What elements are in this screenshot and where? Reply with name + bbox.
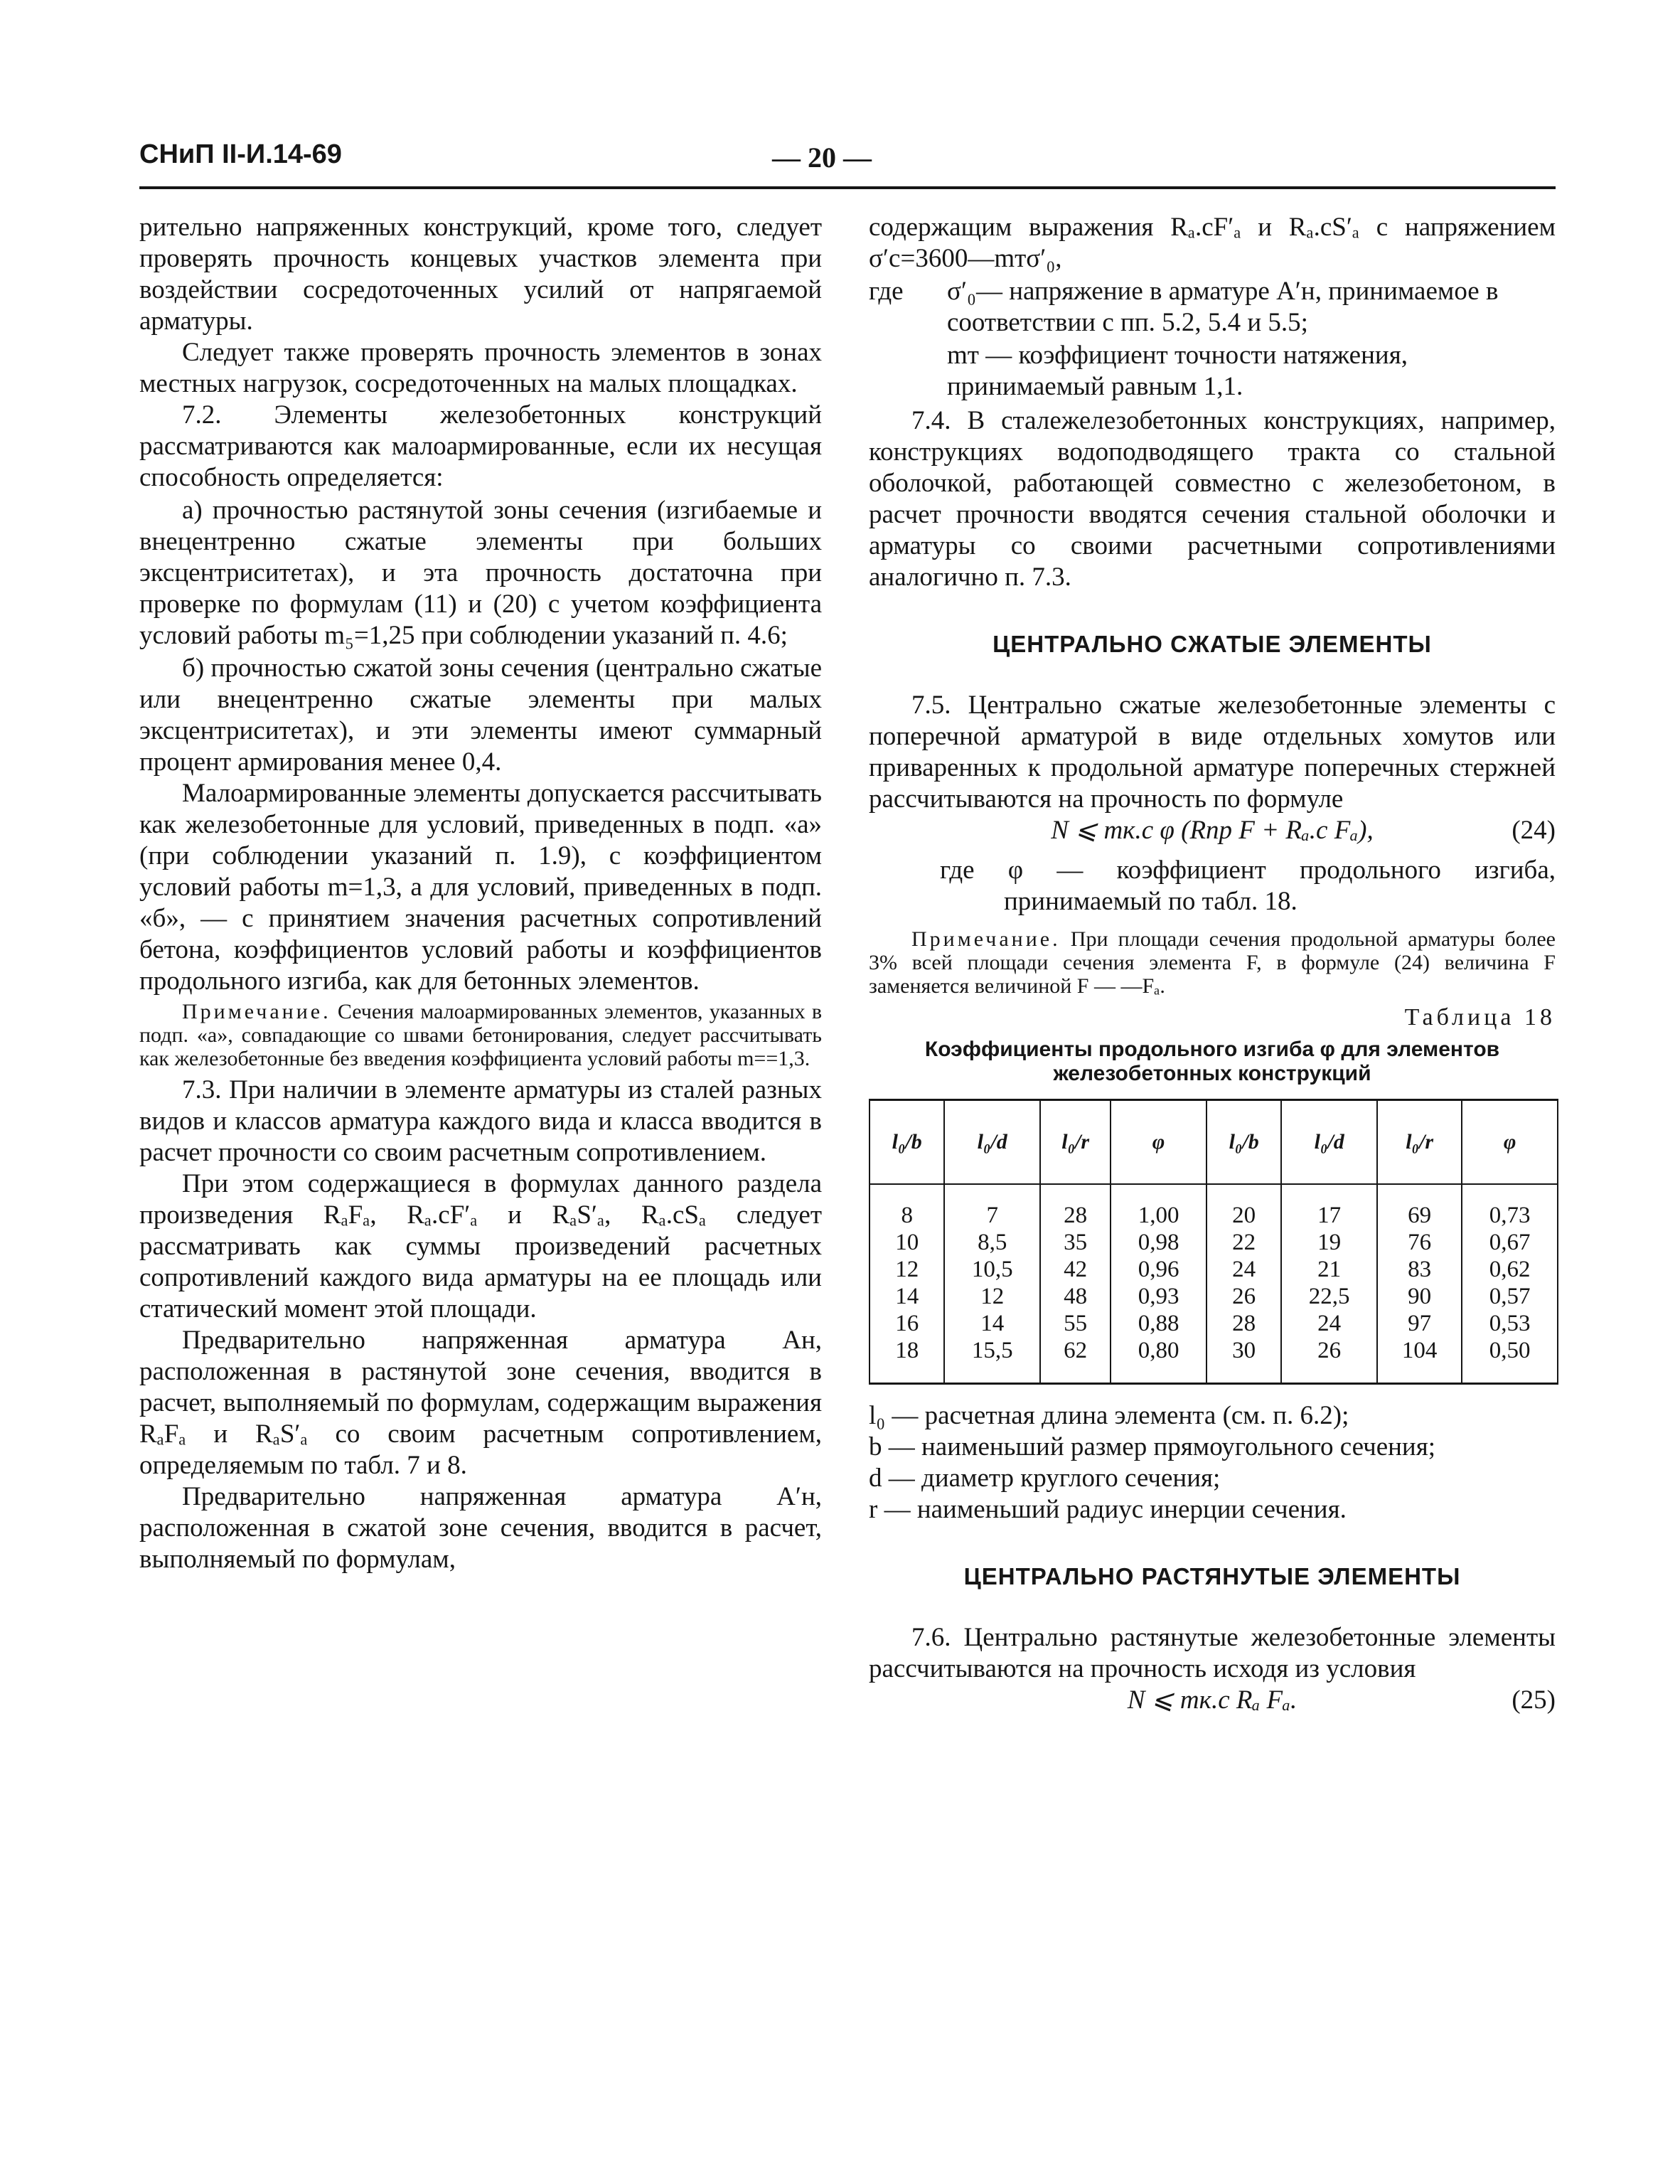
table-cell: 0,50 <box>1462 1337 1558 1384</box>
table-cell: 0,57 <box>1462 1283 1558 1310</box>
note-label: Примечание. <box>911 927 1061 951</box>
table-row <box>870 1229 1558 1256</box>
table-cell: 28 <box>1207 1310 1281 1337</box>
table-cell: 97 <box>1377 1310 1462 1337</box>
paragraph: Малоармированные элементы допускается рассчитывать как железобетонные для условий, приведенных в подп. «а» (при соблюдении указаний п. 1.9), с коэффициентом условий работы m=1,3, а для условий, приведенных в подп. «б», — с принятием значения расчетных сопротивлений бетона, коэффициентов условий работы и коэффициентов продольного изгиба, как для бетонных элементов. <box>139 779 822 996</box>
notation-list <box>869 1400 1556 1525</box>
table-row <box>870 1283 1558 1310</box>
table-cell: 42 <box>1040 1256 1111 1283</box>
list-item-b: б) прочностью сжатой зоны сечения (центрально сжатые или внецентренно сжатые элементы при малых эксцентриситетах), и эти элементы имеют суммарный процент армирования менее 0,4. <box>139 654 822 777</box>
paragraph: Предварительно напряженная арматура Aн, расположенная в растянутой зоне сечения, вводится в расчет, выполняемый по формулам, содержащим выражения RₐFₐ и RₐS′ₐ со своим расчетным сопротивлением, определяемым по табл. 7 и 8. <box>139 1326 822 1480</box>
table-header-cell: φ <box>1111 1100 1207 1185</box>
table-header-cell: l₀/r <box>1040 1100 1111 1185</box>
note <box>139 1000 822 1070</box>
table-cell: 0,88 <box>1111 1310 1207 1337</box>
formula-25 <box>869 1685 1556 1725</box>
table-cell: 24 <box>1281 1310 1377 1337</box>
section-7-2: 7.2. Элементы железобетонных конструкций рассматриваются как малоармированные, если их несущая способность определяется: <box>139 400 822 492</box>
table-cell: 90 <box>1377 1283 1462 1310</box>
table-cell: 28 <box>1040 1184 1111 1229</box>
note <box>869 927 1556 998</box>
table-cell: 0,53 <box>1462 1310 1558 1337</box>
where-definition: mт — коэффициент точности натяжения, принимаемый равным 1,1. <box>947 341 1408 401</box>
coefficient-table <box>869 1099 1558 1385</box>
table-cell: 76 <box>1377 1229 1462 1256</box>
table-cell: 0,67 <box>1462 1229 1558 1256</box>
page-number: — 20 — <box>772 142 872 174</box>
note-text: При площади сечения продольной арматуры более 3% всей площади сечения элемента F, в формуле (24) величина F заменяется величиной F — —Fₐ. <box>869 927 1556 998</box>
formula-number: (24) <box>1512 816 1556 845</box>
paragraph: содержащим выражения Rₐ.cF′ₐ и Rₐ.cS′ₐ с напряжением σ′c=3600—mтσ′₀, <box>869 213 1556 273</box>
table-cell: 12 <box>944 1283 1040 1310</box>
formula-number: (25) <box>1512 1685 1556 1715</box>
table-cell: 0,80 <box>1111 1337 1207 1384</box>
table-cell: 14 <box>870 1283 944 1310</box>
table-cell: 20 <box>1207 1184 1281 1229</box>
table-header-cell: l₀/b <box>870 1100 944 1185</box>
table-cell: 12 <box>870 1256 944 1283</box>
table-header-cell: φ <box>1462 1100 1558 1185</box>
notation-item: d — диаметр круглого сечения; <box>869 1464 1221 1493</box>
section-7-6: 7.6. Центрально растянутые железобетонные элементы рассчитываются на прочность исходя из условия <box>869 1623 1556 1683</box>
paragraph: Предварительно напряженная арматура A′н, расположенная в сжатой зоне сечения, вводится в расчет, выполняемый по формулам, <box>139 1482 822 1574</box>
table-cell: 0,73 <box>1462 1184 1558 1229</box>
table-cell: 16 <box>870 1310 944 1337</box>
table-cell: 14 <box>944 1310 1040 1337</box>
table-cell: 21 <box>1281 1256 1377 1283</box>
section-heading: ЦЕНТРАЛЬНО СЖАТЫЕ ЭЛЕМЕНТЫ <box>993 631 1432 657</box>
table-cell: 10 <box>870 1229 944 1256</box>
table-cell: 15,5 <box>944 1337 1040 1384</box>
table-cell: 8 <box>870 1184 944 1229</box>
table-label: Таблица 18 <box>1404 1004 1556 1030</box>
table-cell: 48 <box>1040 1283 1111 1310</box>
table-header-row <box>870 1100 1558 1185</box>
paragraph: Следует также проверять прочность элементов в зонах местных нагрузок, сосредоточенных на малых площадках. <box>139 338 822 398</box>
header-rule <box>139 186 1556 189</box>
where-clause <box>869 340 1556 403</box>
table-cell: 22,5 <box>1281 1283 1377 1310</box>
where-clause: где φ — коэффициент продольного изгиба, принимаемый по табл. 18. <box>940 856 1556 916</box>
table-header-cell: l₀/d <box>1281 1100 1377 1185</box>
section-7-4: 7.4. В сталежелезобетонных конструкциях, например, конструкциях водоподводящего тракта со стальной оболочкой, работающей совместно с железобетоном, в расчет прочности вводятся сечения стальной оболочки и арматуры со своими расчетными сопротивлениями аналогично п. 7.3. <box>869 406 1556 592</box>
table-row <box>870 1184 1558 1229</box>
table-row <box>870 1337 1558 1384</box>
table-cell: 22 <box>1207 1229 1281 1256</box>
notation-item: l₀ — расчетная длина элемента (см. п. 6.2); <box>869 1401 1349 1430</box>
table-cell: 55 <box>1040 1310 1111 1337</box>
section-7-3: 7.3. При наличии в элементе арматуры из сталей разных видов и классов арматура каждого вида и класса вводится в расчет прочности со своим расчетным сопротивлением. <box>139 1075 822 1167</box>
table-cell: 0,93 <box>1111 1283 1207 1310</box>
table-cell: 26 <box>1207 1283 1281 1310</box>
table-cell: 0,62 <box>1462 1256 1558 1283</box>
table-caption: Коэффициенты продольного изгиба φ для элементов железобетонных конструкций <box>924 1038 1500 1085</box>
table-cell: 0,96 <box>1111 1256 1207 1283</box>
section-heading: ЦЕНТРАЛЬНО РАСТЯНУТЫЕ ЭЛЕМЕНТЫ <box>963 1563 1461 1589</box>
formula-24 <box>869 815 1556 855</box>
paragraph: рительно напряженных конструкций, кроме того, следует проверять прочность концевых участков элемента при воздействии сосредоточенных усилий от напрягаемой арматуры. <box>139 213 822 336</box>
table-cell: 19 <box>1281 1229 1377 1256</box>
right-column <box>869 212 1556 1725</box>
table-row <box>870 1310 1558 1337</box>
formula-text: N ⩽ mк.c φ (Rпр F + Rₐ.c Fₐ), <box>1051 816 1374 845</box>
note-text: Сечения малоармированных элементов, указанных в подп. «а», совпадающие со швами бетонирования, следует рассчитывать как железобетонные без введения коэффициента условий работы m==1,3. <box>139 1000 822 1070</box>
table-cell: 10,5 <box>944 1256 1040 1283</box>
table-cell: 69 <box>1377 1184 1462 1229</box>
list-item-a: а) прочностью растянутой зоны сечения (изгибаемые и внецентренно сжатые элементы при больших эксцентриситетах), и эта прочность достаточна при проверке по формулам (11) и (20) с учетом коэффициента условий работы m₅=1,25 при соблюдении указаний п. 4.6; <box>139 496 822 650</box>
table-header-cell: l₀/d <box>944 1100 1040 1185</box>
where-clause <box>869 276 1556 339</box>
notation-item: r — наименьший радиус инерции сечения. <box>869 1495 1347 1524</box>
left-column <box>139 212 822 1575</box>
section-7-5: 7.5. Центрально сжатые железобетонные элементы с поперечной арматурой в виде отдельных хомутов или приваренных к продольной арматуре поперечных стержней рассчитываются на прочность по формуле <box>869 691 1556 814</box>
table-cell: 24 <box>1207 1256 1281 1283</box>
table-cell: 26 <box>1281 1337 1377 1384</box>
table-cell: 104 <box>1377 1337 1462 1384</box>
table-header-cell: l₀/b <box>1207 1100 1281 1185</box>
formula-text: N ⩽ mк.c Rₐ Fₐ. <box>1127 1685 1298 1715</box>
table-cell: 18 <box>870 1337 944 1384</box>
table-cell: 8,5 <box>944 1229 1040 1256</box>
table-cell: 35 <box>1040 1229 1111 1256</box>
table-row <box>870 1256 1558 1283</box>
table-cell: 17 <box>1281 1184 1377 1229</box>
document-code: СНиП II-И.14-69 <box>139 139 342 169</box>
table-header-cell: l₀/r <box>1377 1100 1462 1185</box>
notation-item: b — наименьший размер прямоугольного сечения; <box>869 1432 1436 1461</box>
table-cell: 1,00 <box>1111 1184 1207 1229</box>
page-header <box>139 139 1556 182</box>
note-label: Примечание. <box>182 1000 331 1023</box>
table-cell: 30 <box>1207 1337 1281 1384</box>
table-cell: 0,98 <box>1111 1229 1207 1256</box>
table-cell: 62 <box>1040 1337 1111 1384</box>
table-cell: 7 <box>944 1184 1040 1229</box>
where-word: где <box>869 277 904 306</box>
paragraph: При этом содержащиеся в формулах данного раздела произведения RₐFₐ, Rₐ.cF′ₐ и RₐS′ₐ, Rₐ.cSₐ следует рассматривать как суммы произведений расчетных сопротивлений каждого вида арматуры на ее площадь или статический момент этой площади. <box>139 1169 822 1323</box>
where-definition: σ′₀— напряжение в арматуре A′н, принимаемое в соответствии с пп. 5.2, 5.4 и 5.5; <box>947 277 1499 337</box>
table-cell: 83 <box>1377 1256 1462 1283</box>
